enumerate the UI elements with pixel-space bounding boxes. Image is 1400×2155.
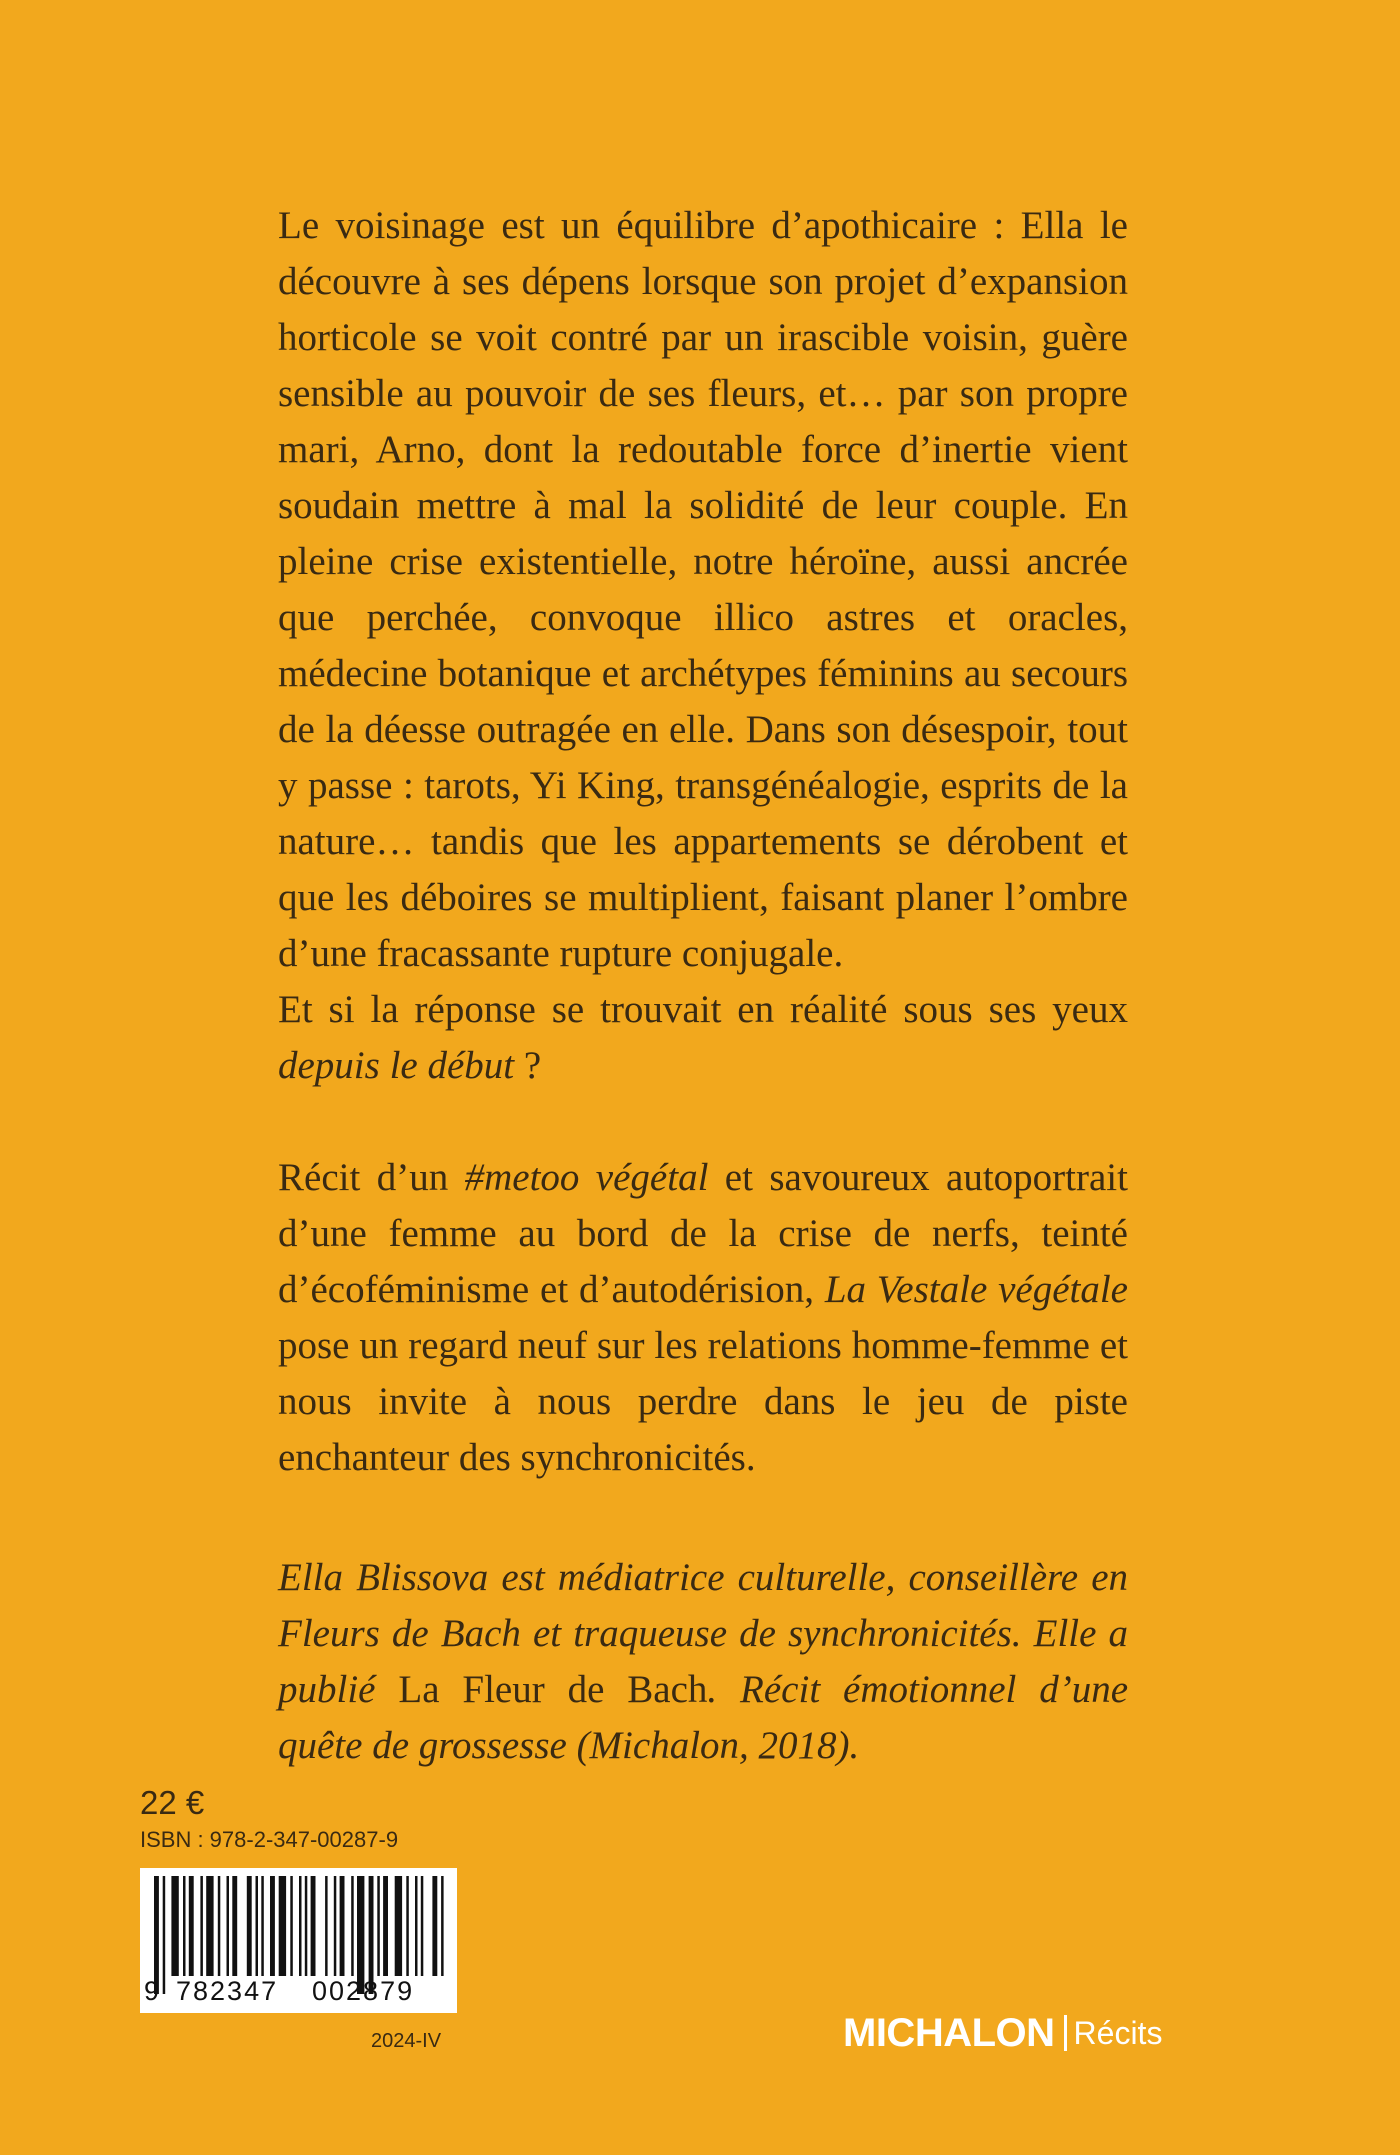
synopsis-text: Le voisinage est un équilibre d’apothicaire : Ella le découvre à ses dépens lorsque son projet d’expansion horticole se voit contré par un irascible voisin, guère sensible au pouvoir de ses fleurs, et… par son propre mari, Arno, dont la redoutable force d’inertie vient soudain mettre à mal la solidité de leur couple. En pleine crise existentielle, notre héroïne, aussi ancrée que perchée, convoque illico astres et oracles, médecine botanique et archétypes féminins au secours de la déesse outragée en elle. Dans son désespoir, tout y passe : tarots, Yi King, transgénéalogie, esprits de la nature… tandis que les appartements se dérobent et que les déboires se multiplient, faisant planer l’ombre d’une fracassante rupture conjugale. [278,204,1128,975]
barcode-bar [441,1876,444,1976]
logo-divider [1064,2015,1067,2051]
barcode-bar [200,1876,203,1976]
barcode-bar [290,1876,293,1976]
publisher-logo [843,2008,1162,2058]
barcode-bar [383,1876,388,1976]
pitch-hashtag: #metoo végétal [464,1156,709,1199]
pitch-text-a: Récit d’un [278,1156,465,1199]
collection-name: Récits [1073,2014,1163,2051]
barcode [140,1868,457,2013]
author-bio-text-a: Ella Blissova est médiatrice culturelle, conseillère en Fleurs de Bach et traqueuse de synchronicités. Elle a publié [278,1556,1128,1711]
barcode-bar [334,1876,337,1976]
barcode-bar [340,1876,345,1976]
barcode-bar [279,1876,286,1976]
barcode-bar [311,1876,316,1976]
barcode-bar [325,1876,328,1976]
barcode-bar [189,1876,194,1976]
author-bio-text-b: . Récit émotionnel d’une quête de grossesse (Michalon, 2018). [278,1668,1129,1767]
barcode-bar [377,1876,380,1976]
barcode-bar [421,1876,424,1976]
barcode-bar [218,1876,221,1976]
barcode-bar [305,1876,308,1976]
pitch-paragraph [278,1150,1128,1486]
synopsis-paragraph [278,198,1128,982]
pitch-book-title: La Vestale végétale [824,1268,1128,1311]
edition-code: 2024-IV [371,2030,442,2052]
barcode-bar [206,1876,213,1976]
barcode-bar [351,1876,354,1976]
question-emphasis: depuis le début [278,1044,515,1087]
barcode-bar [183,1876,186,1976]
pitch-text-c: pose un regard neuf sur les relations homme-femme et nous invite à nous perdre dans le jeu de piste enchanteur des synchronicités. [278,1324,1128,1479]
barcode-bar [256,1876,259,1976]
barcode-bar [171,1876,178,1976]
barcode-bar [395,1876,402,1976]
question-paragraph [278,982,1128,1094]
barcode-right-group: 002879 [312,1976,415,2006]
barcode-bar [270,1876,275,1976]
pitch-text-b: et savoureux autoportrait d’une femme au bord de la crise de nerfs, teinté d’écoféminisme et d’autodérision, [278,1156,1128,1311]
barcode-bar [247,1876,252,1976]
barcode-bar [227,1876,230,1976]
back-cover-text [278,198,1128,1774]
author-previous-book: La Fleur de Bach [398,1668,708,1711]
isbn: ISBN : 978-2-347-00287-9 [140,1827,399,1852]
question-text: Et si la réponse se trouvait en réalité sous ses yeux [278,988,1128,1031]
barcode-bar [232,1876,237,1976]
question-end: ? [514,1044,542,1087]
barcode-bar [415,1876,418,1976]
author-bio [278,1550,1128,1774]
barcode-first-digit: 9 [144,1976,160,2006]
barcode-bar [406,1876,409,1976]
price: 22 € [140,1784,205,1821]
barcode-bar [299,1876,302,1976]
barcode-digits [140,1976,457,2010]
barcode-left-group: 782347 [176,1976,279,2006]
barcode-bar [261,1876,264,1976]
publisher-name: MICHALON [843,2010,1055,2055]
barcode-bar [432,1876,437,1976]
